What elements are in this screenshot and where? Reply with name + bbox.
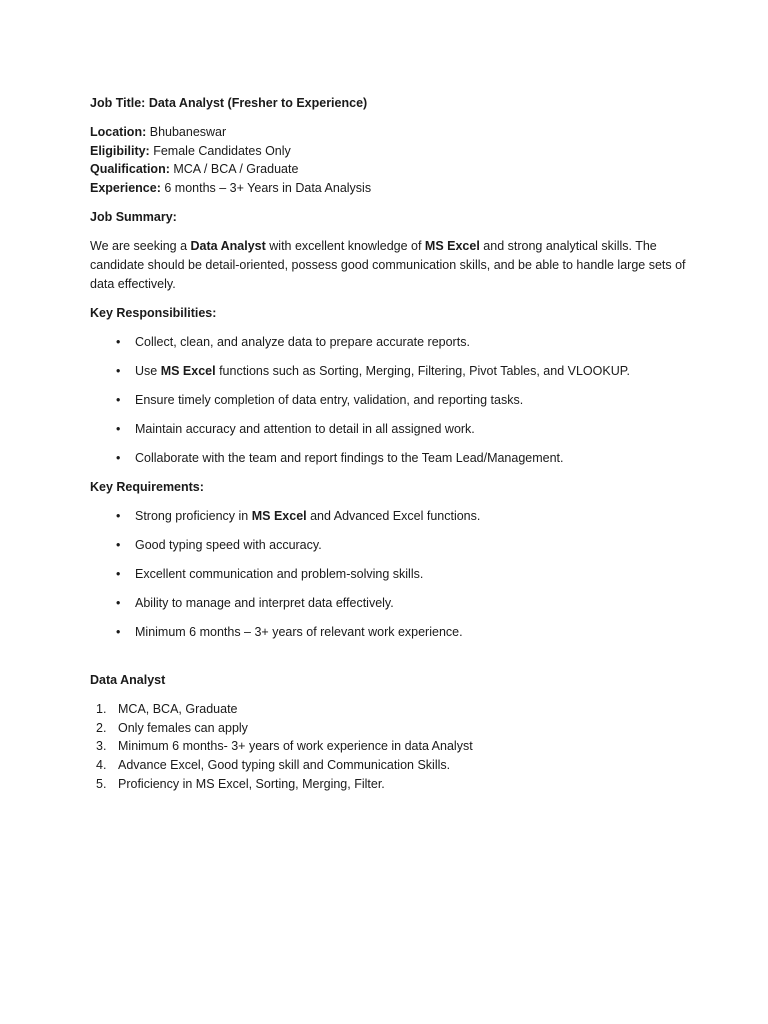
bullet-icon: • xyxy=(116,624,121,639)
meta-eligibility xyxy=(90,142,690,161)
meta-value: Bhubaneswar xyxy=(149,125,227,139)
meta-label: Eligibility: xyxy=(90,143,150,158)
meta-label: Location: xyxy=(90,125,147,139)
data-analyst-heading xyxy=(90,671,690,690)
list-item xyxy=(90,449,690,468)
item-text: Collaborate with the team and report findings to the Team Lead/Management. xyxy=(135,450,564,465)
item-text: MCA, BCA, Graduate xyxy=(118,701,238,716)
summary-heading-text: Job Summary: xyxy=(90,209,177,224)
bullet-icon: • xyxy=(116,595,121,610)
item-bold: MS Excel xyxy=(160,363,216,378)
meta-value: MCA / BCA / Graduate xyxy=(173,162,299,177)
list-item xyxy=(90,719,690,738)
job-title-label: Job Title: xyxy=(90,96,146,110)
summary-paragraph xyxy=(90,237,690,294)
item-text: Advance Excel, Good typing skill and Communication Skills. xyxy=(118,757,451,772)
meta-label: Qualification: xyxy=(90,162,170,177)
item-text: Only females can apply xyxy=(118,720,248,735)
item-text: Minimum 6 months- 3+ years of work experience in data Analyst xyxy=(118,739,473,754)
item-number: 4. xyxy=(96,757,107,772)
bullet-icon: • xyxy=(116,421,121,436)
item-number: 1. xyxy=(96,701,107,716)
bullet-icon: • xyxy=(116,363,121,378)
item-text: Strong proficiency in xyxy=(135,508,252,523)
item-bold: MS Excel xyxy=(251,508,307,523)
responsibilities-heading xyxy=(90,304,690,323)
summary-bold: Data Analyst xyxy=(190,238,266,253)
list-item xyxy=(90,507,690,526)
item-text: Minimum 6 months – 3+ years of relevant work experience. xyxy=(135,624,463,639)
summary-heading xyxy=(90,208,690,227)
document-body xyxy=(90,94,690,793)
list-item xyxy=(90,565,690,584)
list-item xyxy=(90,775,690,794)
summary-text: We are seeking a xyxy=(90,238,191,253)
list-item xyxy=(90,756,690,775)
bullet-icon: • xyxy=(116,334,121,349)
responsibilities-heading-text: Key Responsibilities: xyxy=(90,305,217,320)
item-text: Use xyxy=(135,363,161,378)
data-analyst-heading-text: Data Analyst xyxy=(90,672,166,687)
item-number: 5. xyxy=(96,776,107,791)
item-text: functions such as Sorting, Merging, Filtering, Pivot Tables, and VLOOKUP. xyxy=(215,363,630,378)
requirements-list xyxy=(90,507,690,642)
job-meta xyxy=(90,123,690,198)
list-item xyxy=(90,333,690,352)
summary-text: with excellent knowledge of xyxy=(265,238,425,253)
responsibilities-list xyxy=(90,333,690,468)
bullet-icon: • xyxy=(116,566,121,581)
item-number: 2. xyxy=(96,720,107,735)
summary-text: and strong analytical skills. The candidate should be detail-oriented, possess good communication skills, and be able to handle large sets of data effectively. xyxy=(90,238,686,291)
requirements-heading-text: Key Requirements: xyxy=(90,479,204,494)
item-text: Collect, clean, and analyze data to prepare accurate reports. xyxy=(135,334,470,349)
list-item xyxy=(90,700,690,719)
item-text: Excellent communication and problem-solving skills. xyxy=(135,566,424,581)
meta-label: Experience: xyxy=(90,181,161,196)
bullet-icon: • xyxy=(116,537,121,552)
data-analyst-list xyxy=(90,700,690,794)
item-text: Proficiency in MS Excel, Sorting, Merging, Filter. xyxy=(118,776,385,791)
list-item xyxy=(90,623,690,642)
job-title-value: Data Analyst (Fresher to Experience) xyxy=(148,96,368,110)
meta-experience xyxy=(90,179,690,198)
meta-qualification xyxy=(90,160,690,179)
item-number: 3. xyxy=(96,739,107,754)
item-text: Maintain accuracy and attention to detail in all assigned work. xyxy=(135,421,475,436)
item-text: Good typing speed with accuracy. xyxy=(135,537,322,552)
list-item xyxy=(90,362,690,381)
job-title xyxy=(90,94,690,113)
bullet-icon: • xyxy=(116,450,121,465)
meta-location xyxy=(90,123,690,142)
bullet-icon: • xyxy=(116,392,121,407)
item-text: and Advanced Excel functions. xyxy=(306,508,481,523)
bullet-icon: • xyxy=(116,508,121,523)
meta-value: 6 months – 3+ Years in Data Analysis xyxy=(164,181,372,196)
meta-value: Female Candidates Only xyxy=(153,143,291,158)
item-text: Ensure timely completion of data entry, validation, and reporting tasks. xyxy=(135,392,524,407)
list-item xyxy=(90,420,690,439)
list-item xyxy=(90,594,690,613)
requirements-heading xyxy=(90,478,690,497)
list-item xyxy=(90,737,690,756)
spacer xyxy=(90,652,690,671)
summary-bold: MS Excel xyxy=(424,238,480,253)
item-text: Ability to manage and interpret data effectively. xyxy=(135,595,394,610)
list-item xyxy=(90,536,690,555)
list-item xyxy=(90,391,690,410)
